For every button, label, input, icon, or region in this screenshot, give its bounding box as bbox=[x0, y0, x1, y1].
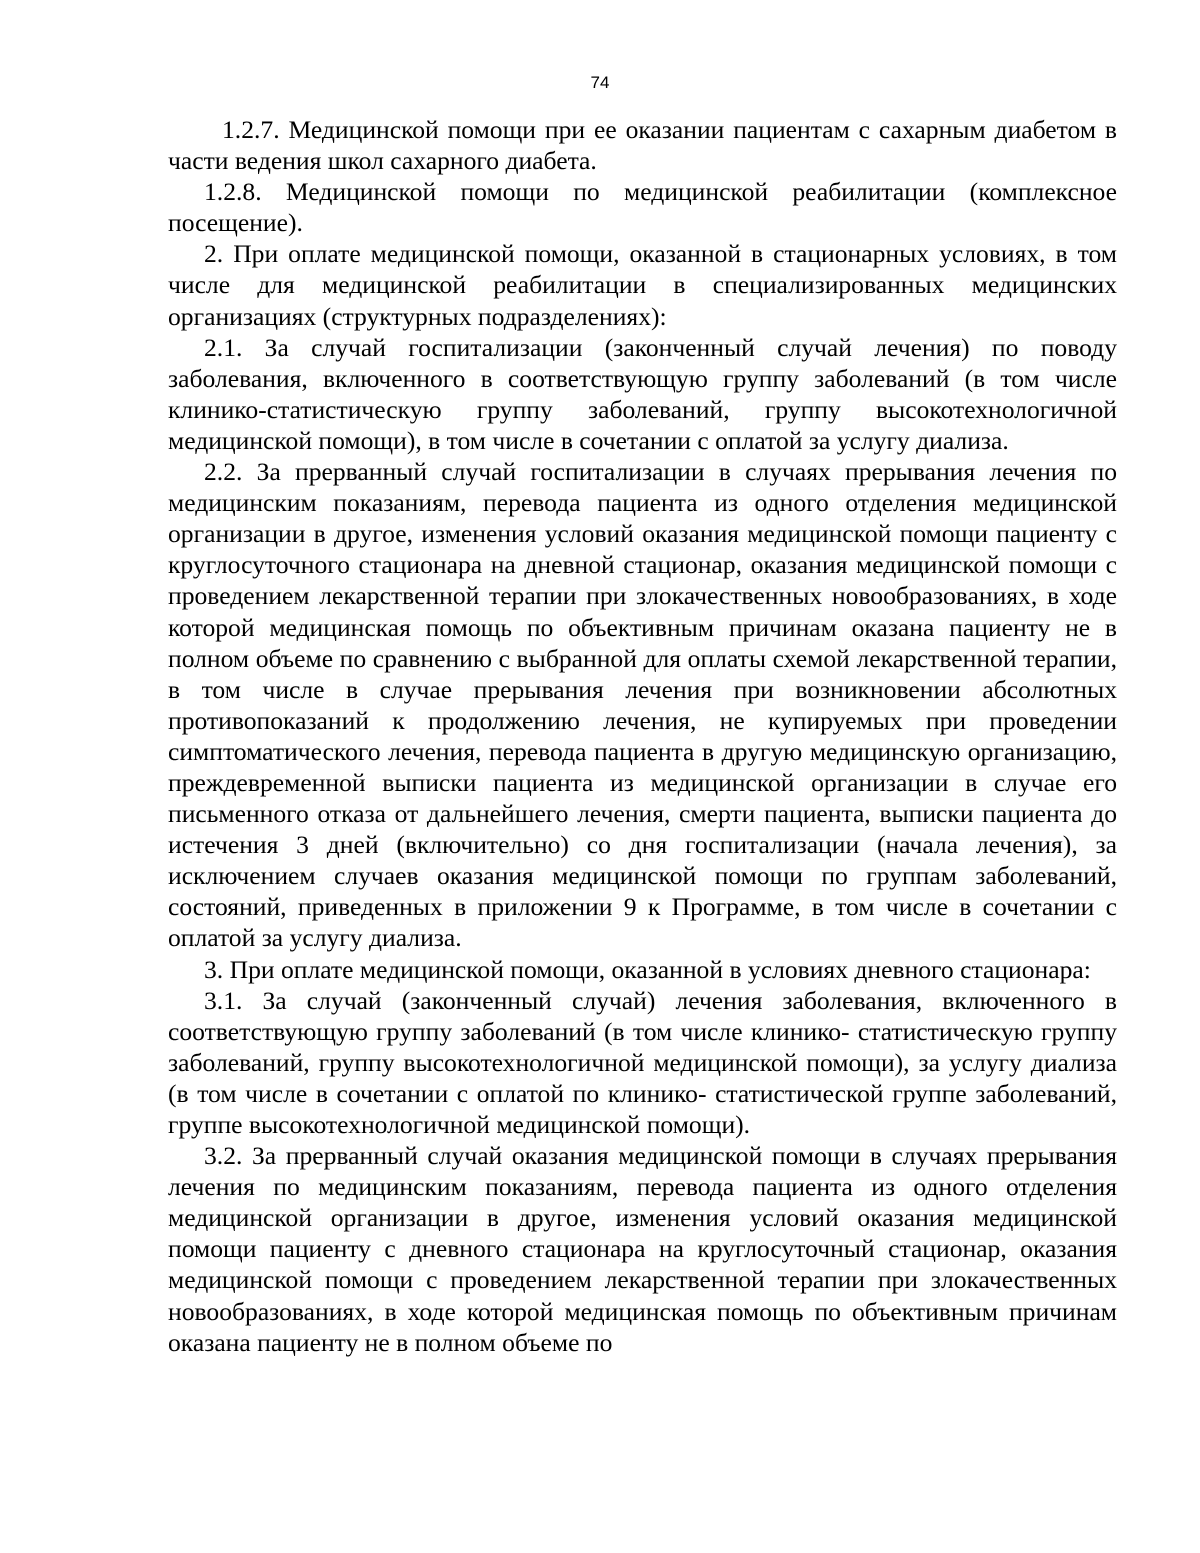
paragraph-2-2: 2.2. За прерванный случай госпитализации в случаях прерывания лечения по медицинским показаниям, перевода пациента из одного отделения медицинской организации в другое, изменения условий оказания медицинской помощи пациенту с круглосуточного стационара на дневной стационар, оказания медицинской помощи с проведением лекарственной терапии при злокачественных новообразованиях, в ходе которой медицинская помощь по объективным причинам оказана пациенту не в полном объеме по сравнению с выбранной для оплаты схемой лекарственной терапии, в том числе в случае прерывания лечения при возникновении абсолютных противопоказаний к продолжению лечения, не купируемых при проведении симптоматического лечения, перевода пациента в другую медицинскую организацию, преждевременной выписки пациента из медицинской организации в случае его письменного отказа от дальнейшего лечения, смерти пациента, выписки пациента до истечения 3 дней (включительно) со дня госпитализации (начала лечения), за исключением случаев оказания медицинской помощи по группам заболеваний, состояний, приведенных в приложении 9 к Программе, в том числе в сочетании с оплатой за услугу диализа. bbox=[168, 457, 1117, 953]
paragraph-2-1: 2.1. За случай госпитализации (законченный случай лечения) по поводу заболевания, включенного в соответствующую группу заболеваний (в том числе клинико-статистическую группу заболеваний, группу высокотехнологичной медицинской помощи), в том числе в сочетании с оплатой за услугу диализа. bbox=[168, 332, 1117, 455]
paragraph-1-2-7: 1.2.7. Медицинской помощи при ее оказании пациентам с сахарным диабетом в части ведения школ сахарного диабета. bbox=[168, 115, 1117, 176]
document-body bbox=[168, 114, 1117, 1358]
paragraph-1-2-8: 1.2.8. Медицинской помощи по медицинской реабилитации (комплексное посещение). bbox=[168, 177, 1117, 238]
paragraph-2: 2. При оплате медицинской помощи, оказанной в стационарных условиях, в том числе для медицинской реабилитации в специализированных медицинских организациях (структурных подразделениях): bbox=[168, 239, 1117, 331]
paragraph-3: 3. При оплате медицинской помощи, оказанной в условиях дневного стационара: bbox=[204, 954, 1091, 984]
paragraph-3-2: 3.2. За прерванный случай оказания медицинской помощи в случаях прерывания лечения по медицинским показаниям, перевода пациента из одного отделения медицинской организации в другое, изменения условий оказания медицинской помощи пациенту с дневного стационара на круглосуточный стационар, оказания медицинской помощи с проведением лекарственной терапии при злокачественных новообразованиях, в ходе которой медицинская помощь по объективным причинам оказана пациенту не в полном объеме по bbox=[168, 1141, 1117, 1357]
paragraph-3-1: 3.1. За случай (законченный случай) лечения заболевания, включенного в соответствующую группу заболеваний (в том числе клинико- статистическую группу заболеваний, группу высокотехнологичной медицинской помощи), за услугу диализа (в том числе в сочетании с оплатой по клинико- статистической группе заболеваний, группе высокотехнологичной медицинской помощи). bbox=[168, 985, 1117, 1139]
page-number: 74 bbox=[590, 73, 610, 92]
